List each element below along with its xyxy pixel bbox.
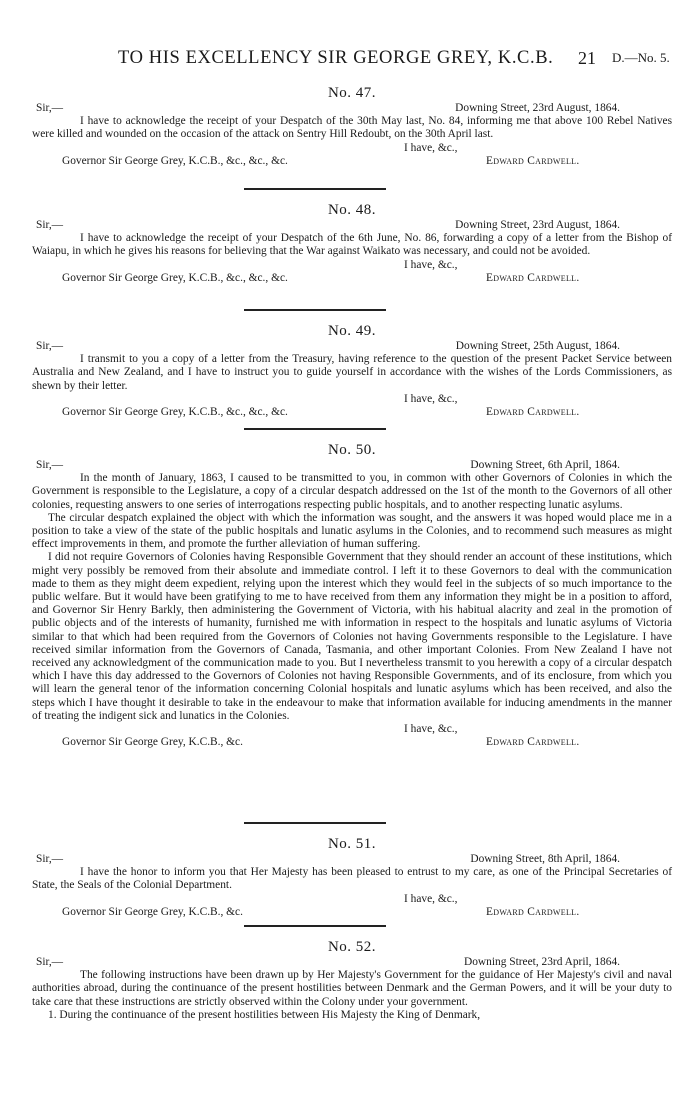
- despatch-49: [32, 322, 672, 419]
- closing: I have, &c.,: [404, 258, 458, 271]
- signature: Edward Cardwell.: [486, 154, 580, 167]
- despatch-50: [32, 441, 672, 749]
- salutation: Sir,—: [36, 102, 64, 114]
- section-divider: [244, 925, 386, 927]
- closing: I have, &c.,: [404, 141, 458, 154]
- salutation: Sir,—: [36, 219, 64, 231]
- paragraph: The circular despatch explained the object with which the information was sought, and the answers it was hoped would place me in a position to take a view of the state of the public hospitals and lunatic asylums in the Colonies, and to recommend such measures as might effect improvements in them, and promote the further alleviation of human suffering.: [32, 511, 672, 551]
- despatch-number: No. 47.: [327, 85, 377, 101]
- despatch-date: Downing Street, 8th April, 1864.: [470, 853, 620, 865]
- paragraph: I transmit to you a copy of a letter from the Treasury, having reference to the question of the present Packet Service between Australia and New Zealand, and I have to instruct you to guide yourself in accordance with the wishes of the Lords Commissioners, as shewn by their letter.: [32, 353, 672, 392]
- signature: Edward Cardwell.: [486, 736, 580, 749]
- recipient: Governor Sir George Grey, K.C.B., &c.: [62, 736, 243, 749]
- closing: I have, &c.,: [404, 723, 458, 736]
- despatch-51: [32, 835, 672, 919]
- salutation: Sir,—: [36, 340, 64, 352]
- paragraph: 1. During the continuance of the present hostilities between His Majesty the King of Denmark,: [48, 1008, 481, 1021]
- page-number: 21: [578, 48, 596, 68]
- recipient: Governor Sir George Grey, K.C.B., &c., &c., &c.: [62, 271, 288, 284]
- signature: Edward Cardwell.: [486, 905, 580, 918]
- despatch-date: Downing Street, 23rd August, 1864.: [455, 219, 620, 231]
- despatch-date: Downing Street, 23rd April, 1864.: [464, 956, 620, 968]
- page-header: [0, 48, 700, 72]
- despatch-number: No. 48.: [327, 202, 377, 218]
- despatch-date: Downing Street, 6th April, 1864.: [470, 459, 620, 471]
- despatch-number: No. 51.: [327, 836, 377, 852]
- despatch-52: [32, 938, 672, 1022]
- despatch-date: Downing Street, 25th August, 1864.: [455, 340, 620, 352]
- despatch-number: No. 49.: [327, 323, 377, 339]
- signature: Edward Cardwell.: [486, 405, 580, 418]
- paragraph: The following instructions have been drawn up by Her Majesty's Government for the guidance of Her Majesty's civil and naval authorities abroad, during the continuance of the present hostilities between Denmark and the German Powers, and it will be your duty to take care that these instructions are strictly observed within the Colony under your government.: [32, 969, 672, 1008]
- despatch-date: Downing Street, 23rd August, 1864.: [455, 102, 620, 114]
- paragraph: In the month of January, 1863, I caused to be transmitted to you, in common with other Governors of Colonies in which the Government is responsible to the Legislature, a copy of a circular despatch addressed on the 1st of the month to the Governors of all other colonies, requesting answers to one series of interrogations respecting public hospitals, and to another respecting lunatic asylums.: [32, 472, 672, 511]
- closing: I have, &c.,: [404, 892, 458, 905]
- salutation: Sir,—: [36, 459, 64, 471]
- despatch-48: [32, 201, 672, 285]
- despatch-number: No. 50.: [327, 442, 377, 458]
- section-divider: [244, 822, 386, 824]
- section-divider: [244, 188, 386, 190]
- paragraph: I have to acknowledge the receipt of your Despatch of the 6th June, No. 86, forwarding a copy of a letter from the Bishop of Waiapu, in which he gives his reasons for believing that the War against Waikato was necessary, and could not be avoided.: [32, 232, 672, 258]
- recipient: Governor Sir George Grey, K.C.B., &c., &c., &c.: [62, 405, 288, 418]
- section-divider: [244, 309, 386, 311]
- paragraph: I have the honor to inform you that Her Majesty has been pleased to entrust to my care, as one of the Principal Secretaries of State, the Seals of the Colonial Department.: [32, 866, 672, 892]
- signature: Edward Cardwell.: [486, 271, 580, 284]
- recipient: Governor Sir George Grey, K.C.B., &c.: [62, 905, 243, 918]
- paragraph: I have to acknowledge the receipt of your Despatch of the 30th May last, No. 84, informing me that above 100 Rebel Natives were killed and wounded on the occasion of the attack on Sentry Hill Redoubt, on the 30th April last.: [32, 115, 672, 141]
- section-divider: [244, 428, 386, 430]
- despatch-number: No. 52.: [327, 939, 377, 955]
- closing: I have, &c.,: [404, 392, 458, 405]
- paragraph: I did not require Governors of Colonies having Responsible Government that they should render an account of these institutions, which might very possibly be removed from their absolute and immediate control. I left it to these Governors to deal with the communication made to them as they might deem expedient, relying upon the interest which they would feel in the subjects of so much importance to the public welfare. But it would have been gratifying to me to have received from them any information they might be in a position to afford, and Governor Sir Henry Barkly, then administering the Government of Victoria, with his habitual alacrity and zeal in the promotion of public objects and of the interests of humanity, furnished me with information in respect to the hospitals and lunatic asylums of Victoria similar to that which had been required from the Governors of Colonies not having Governments responsible to the Legislature. I have received similar information from the Governors of Canada, Tasmania, and other important Colonies. From New Zealand I have not received any acknowledgment of the communication made to you. But I nevertheless transmit to you herewith a copy of a circular despatch which I have this day addressed to the Governors of Colonies not having Responsible Governments, and of its enclosure, from which you will learn the general tenor of the information concerning Colonial hospitals and lunatic asylums which has been received, and also the steps which I have thought it desirable to take in the endeavour to make that information available for inducing amendments in the manner of treating the indigent sick and lunatics in the Colonies.: [32, 551, 672, 722]
- document-reference: D.—No. 5.: [612, 50, 670, 65]
- recipient: Governor Sir George Grey, K.C.B., &c., &c., &c.: [62, 154, 288, 167]
- despatch-47: [32, 84, 672, 168]
- salutation: Sir,—: [36, 853, 64, 865]
- salutation: Sir,—: [36, 956, 64, 968]
- running-title: TO HIS EXCELLENCY SIR GEORGE GREY, K.C.B.: [118, 48, 554, 68]
